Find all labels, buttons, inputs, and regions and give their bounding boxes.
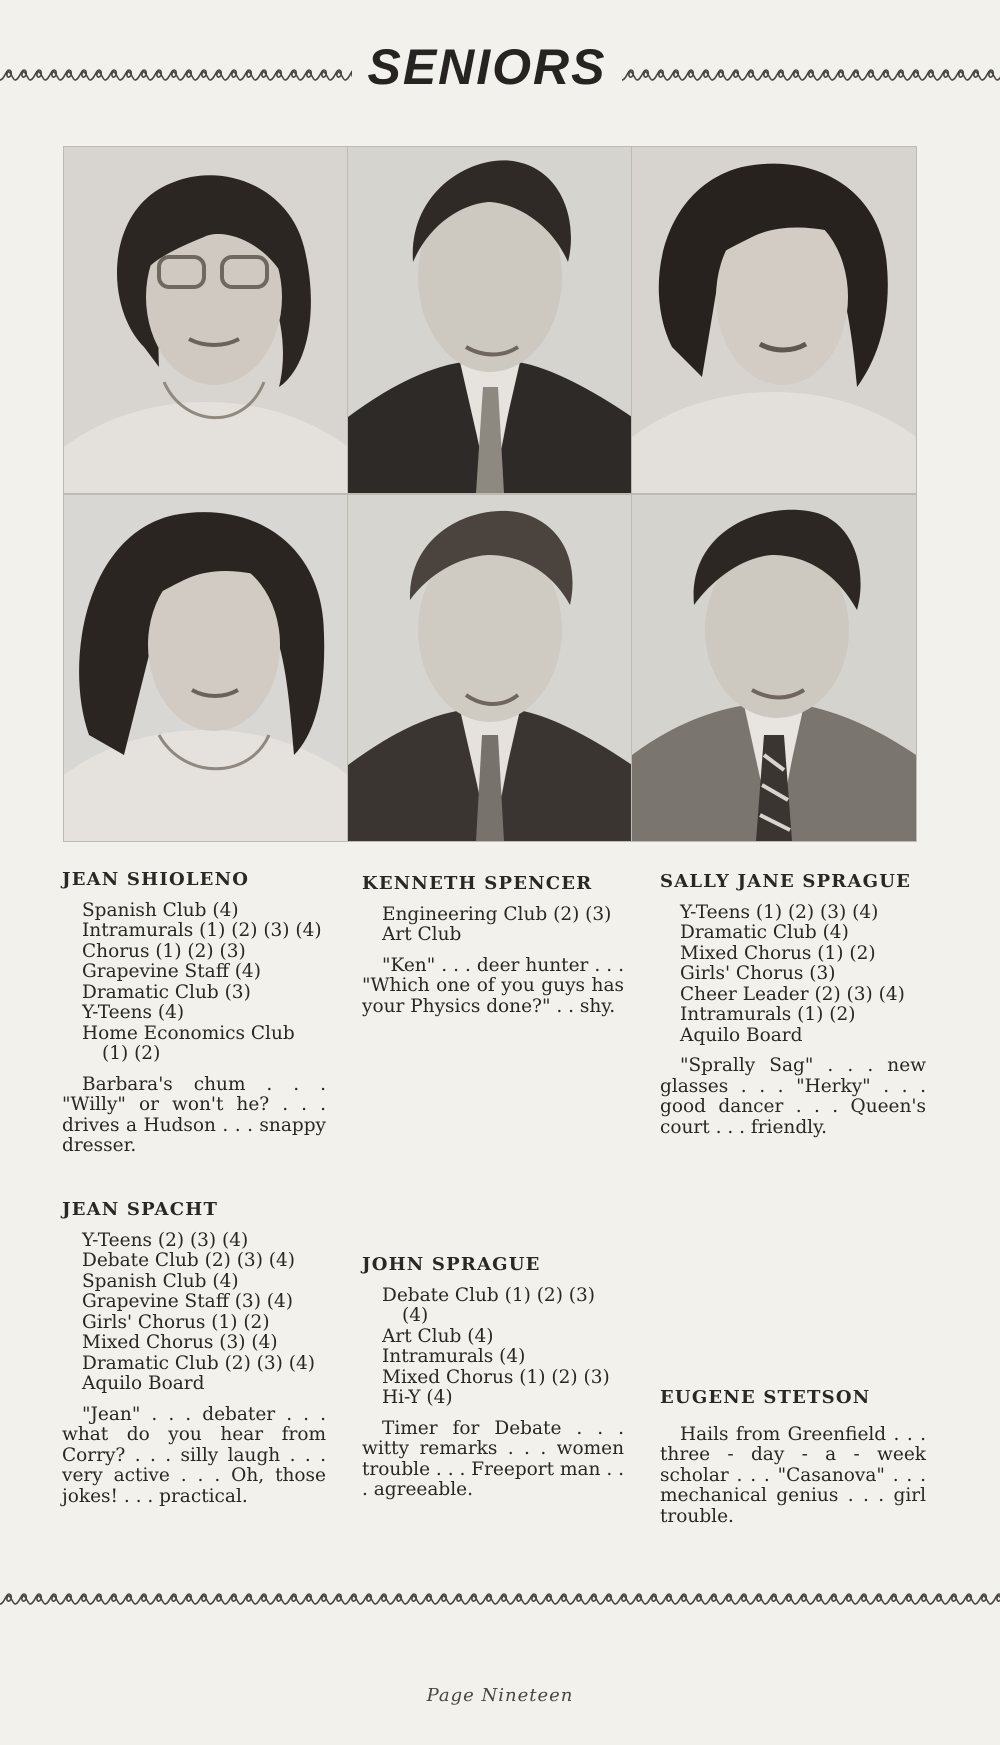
bio-eugene-stetson [660, 1388, 926, 1527]
senior-name: JEAN SHIOLENO [62, 869, 250, 890]
activity-item: Y-Teens (2) (3) (4) [82, 1229, 249, 1251]
senior-name: SALLY JANE SPRAGUE [660, 871, 912, 892]
activities-list [62, 901, 326, 1065]
bio-jean-shioleno [62, 870, 326, 1157]
decorative-border-left [0, 60, 352, 88]
activity-item: Chorus (1) (2) (3) [82, 940, 246, 962]
portrait-john-sprague [347, 494, 633, 842]
activities-list [362, 1286, 624, 1409]
activity-item: Grapevine Staff (3) (4) [82, 1291, 294, 1312]
activity-item: Aquilo Board [82, 1373, 205, 1394]
senior-description: Barbara's chum . . . "Willy" or won't he? . . . drives a Hudson . . . snappy dresser. [62, 1073, 326, 1156]
activities-list [62, 1231, 326, 1395]
activity-item: Art Club (4) [382, 1325, 494, 1347]
activity-item: Mixed Chorus (1) (2) (3) [382, 1366, 610, 1388]
senior-description: "Jean" . . . debater . . . what do you hear from Corry? . . . silly laugh . . . very active . . . Oh, those jokes! . . . practical. [62, 1403, 326, 1507]
senior-name: EUGENE STETSON [660, 1387, 871, 1408]
senior-description: Timer for Debate . . . witty remarks . . . women trouble . . . Freeport man . . . agreeable. [362, 1417, 624, 1500]
portrait-kenneth-spencer [347, 146, 633, 494]
activity-item: Dramatic Club (4) [680, 922, 849, 943]
activity-item: Mixed Chorus (1) (2) [680, 942, 876, 964]
activity-item: Girls' Chorus (1) (2) [82, 1311, 270, 1333]
activity-item: Intramurals (1) (2) [680, 1004, 856, 1025]
portrait-sally-jane-sprague [631, 146, 917, 494]
activity-item: Spanish Club (4) [82, 1270, 239, 1292]
senior-description: "Sprally Sag" . . . new glasses . . . "Herky" . . . good dancer . . . Queen's court . . . friendly. [660, 1055, 926, 1138]
activity-item: Mixed Chorus (3) (4) [82, 1332, 278, 1353]
activity-item: Debate Club (2) (3) (4) [82, 1250, 296, 1271]
portrait-jean-shioleno [63, 146, 349, 494]
activity-item: Hi-Y (4) [382, 1387, 453, 1408]
activities-list [660, 903, 926, 1047]
activity-item: Girls' Chorus (3) [680, 963, 836, 984]
bio-john-sprague [362, 1255, 624, 1501]
activity-item: Art Club [382, 924, 462, 945]
activities-list [362, 905, 624, 946]
activity-item: Engineering Club (2) (3) [382, 903, 612, 925]
senior-description: "Ken" . . . deer hunter . . . "Which one of you guys has your Physics done?" . . shy. [362, 954, 624, 1017]
activity-item: Intramurals (1) (2) (3) (4) [82, 920, 322, 941]
bio-kenneth-spencer [362, 874, 624, 1017]
bio-jean-spacht [62, 1200, 326, 1507]
page-header [0, 38, 1000, 108]
portrait-jean-spacht [63, 494, 349, 842]
page-title: SENIORS [367, 39, 607, 95]
senior-description: Hails from Greenfield . . . three - day - a - week scholar . . . "Casanova" . . . mechanical genius . . . girl trouble. [660, 1423, 926, 1527]
decorative-border-right [622, 60, 1000, 88]
senior-name: JOHN SPRAGUE [362, 1254, 541, 1275]
activity-item: Spanish Club (4) [82, 899, 239, 921]
portrait-eugene-stetson [631, 494, 917, 842]
senior-name: JEAN SPACHT [62, 1199, 219, 1220]
activity-item: Cheer Leader (2) (3) (4) [680, 983, 905, 1005]
activity-item: Grapevine Staff (4) [82, 961, 261, 982]
activity-item: Dramatic Club (3) [82, 981, 251, 1003]
decorative-border-bottom [0, 1586, 1000, 1612]
activity-item: Y-Teens (1) (2) (3) (4) [680, 901, 879, 923]
activity-item: Y-Teens (4) [82, 1002, 185, 1023]
activity-item: Intramurals (4) [382, 1346, 526, 1367]
activity-item: Aquilo Board [680, 1024, 803, 1046]
activity-item: Home Economics Club (1) (2) [82, 1022, 295, 1064]
senior-name: KENNETH SPENCER [362, 873, 593, 894]
activity-item: Debate Club (1) (2) (3) (4) [382, 1284, 596, 1326]
page-number: Page Nineteen [426, 1685, 574, 1706]
bio-sally-jane-sprague [660, 872, 926, 1138]
activity-item: Dramatic Club (2) (3) (4) [82, 1352, 315, 1374]
